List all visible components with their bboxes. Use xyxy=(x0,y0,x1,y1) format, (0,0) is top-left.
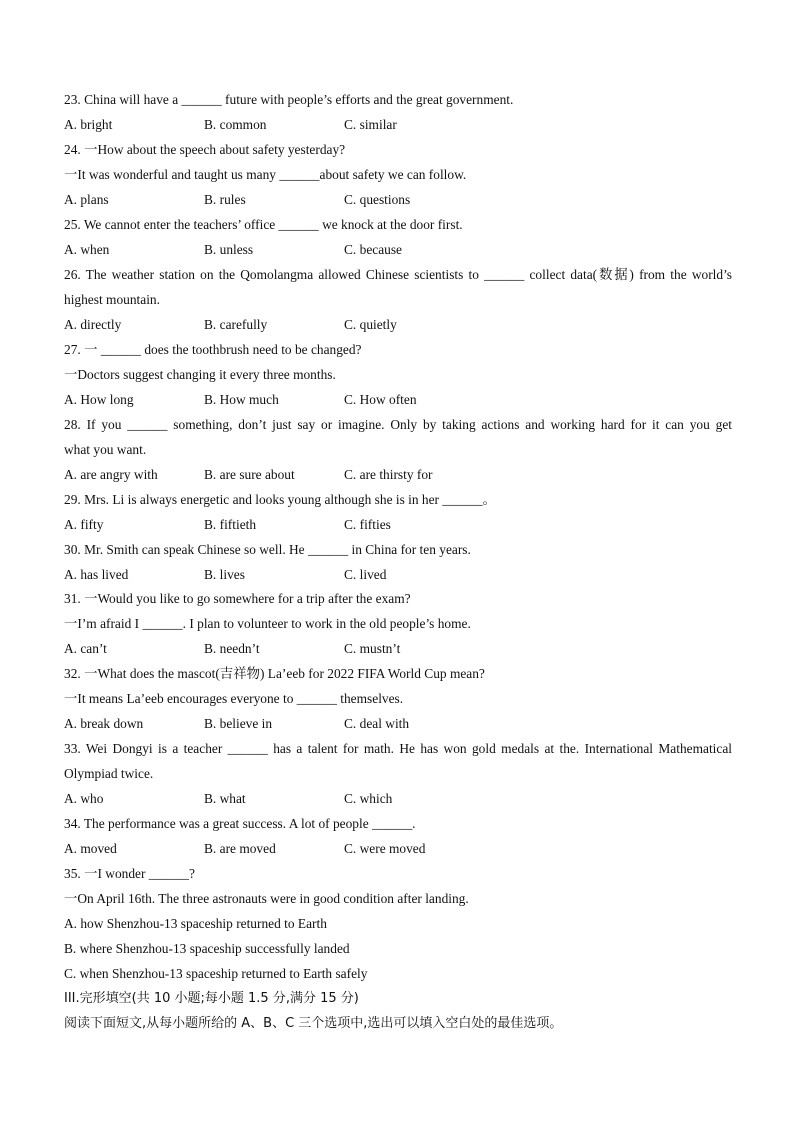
option-b: B. believe in xyxy=(204,716,273,731)
option-a: A. who xyxy=(64,791,104,806)
option-a: A. are angry with xyxy=(64,467,158,482)
question-32-answer-line: 一It means La’eeb encourages everyone to ______ themselves. xyxy=(64,691,404,706)
option-c: C. similar xyxy=(344,117,397,132)
option-a: A. How long xyxy=(64,392,134,407)
question-34-stem: 34. The performance was a great success. A lot of people ______. xyxy=(64,816,416,831)
option-a: A. moved xyxy=(64,841,117,856)
question-35-answer-line: 一On April 16th. The three astronauts were in good condition after landing. xyxy=(64,891,469,906)
question-28-stem: 28. If you ______ something, don’t just say or imagine. Only by taking actions and working hard for it can you get xyxy=(64,417,732,432)
option-c: C. deal with xyxy=(344,716,410,731)
question-24-answer-line: 一It was wonderful and taught us many ______about safety we can follow. xyxy=(64,167,467,182)
question-32-stem: 32. 一What does the mascot(吉祥物) La’eeb for 2022 FIFA World Cup mean? xyxy=(64,666,485,681)
question-25-options xyxy=(64,237,732,262)
option-b: B. are sure about xyxy=(204,467,295,482)
option-b: B. How much xyxy=(204,392,279,407)
option-a: A. has lived xyxy=(64,567,129,582)
option-b: B. carefully xyxy=(204,317,268,332)
question-23-options xyxy=(64,112,732,137)
question-34-options xyxy=(64,836,732,861)
option-a: A. when xyxy=(64,242,110,257)
question-28-stem-cont: what you want. xyxy=(64,442,147,457)
question-31-answer-line: 一I’m afraid I ______. I plan to volunteer to work in the old people’s home. xyxy=(64,616,471,631)
question-23-stem: 23. China will have a ______ future with people’s efforts and the great government. xyxy=(64,92,514,107)
option-a: A. bright xyxy=(64,117,113,132)
option-b: B. what xyxy=(204,791,246,806)
option-b: B. fiftieth xyxy=(204,517,257,532)
section-instruction: 阅读下面短文,从每小题所给的 A、B、C 三个选项中,选出可以填入空白处的最佳选项。 xyxy=(64,1016,563,1031)
option-a: A. directly xyxy=(64,317,122,332)
option-c: C. because xyxy=(344,242,403,257)
option-b: B. lives xyxy=(204,567,245,582)
question-35-option-a: A. how Shenzhou-13 spaceship returned to Earth xyxy=(64,916,327,931)
question-24-options xyxy=(64,187,732,212)
question-29-stem: 29. Mrs. Li is always energetic and looks young although she is in her ______。 xyxy=(64,492,496,507)
option-a: A. fifty xyxy=(64,517,104,532)
option-c: C. fifties xyxy=(344,517,391,532)
question-26-stem: 26. The weather station on the Qomolangma allowed Chinese scientists to ______ collect data(数据) from the world’s xyxy=(64,267,732,282)
question-27-answer-line: 一Doctors suggest changing it every three months. xyxy=(64,367,336,382)
option-c: C. mustn’t xyxy=(344,641,401,656)
question-32-options xyxy=(64,711,732,736)
question-31-stem: 31. 一Would you like to go somewhere for a trip after the exam? xyxy=(64,591,411,606)
question-27-options xyxy=(64,387,732,412)
option-b: B. are moved xyxy=(204,841,276,856)
option-a: A. can’t xyxy=(64,641,107,656)
option-a: A. break down xyxy=(64,716,144,731)
option-c: C. lived xyxy=(344,567,387,582)
question-35-option-b: B. where Shenzhou-13 spaceship successfully landed xyxy=(64,941,350,956)
option-c: C. questions xyxy=(344,192,411,207)
option-b: B. common xyxy=(204,117,267,132)
question-35-option-c: C. when Shenzhou-13 spaceship returned to Earth safely xyxy=(64,966,368,981)
option-c: C. are thirsty for xyxy=(344,467,433,482)
question-31-options xyxy=(64,636,732,661)
question-33-stem-cont: Olympiad twice. xyxy=(64,766,154,781)
question-26-stem-cont: highest mountain. xyxy=(64,292,160,307)
question-29-options xyxy=(64,512,732,537)
option-b: B. rules xyxy=(204,192,246,207)
option-b: B. unless xyxy=(204,242,254,257)
question-28-options xyxy=(64,462,732,487)
option-a: A. plans xyxy=(64,192,109,207)
question-30-options xyxy=(64,562,732,587)
question-25-stem: 25. We cannot enter the teachers’ office ______ we knock at the door first. xyxy=(64,217,463,232)
option-c: C. How often xyxy=(344,392,417,407)
option-b: B. needn’t xyxy=(204,641,260,656)
question-35-stem: 35. 一I wonder ______? xyxy=(64,866,195,881)
option-c: C. quietly xyxy=(344,317,397,332)
section-heading: III.完形填空(共 10 小题;每小题 1.5 分,满分 15 分) xyxy=(64,991,359,1006)
question-33-options xyxy=(64,786,732,811)
question-30-stem: 30. Mr. Smith can speak Chinese so well. He ______ in China for ten years. xyxy=(64,542,471,557)
question-27-stem: 27. 一 ______ does the toothbrush need to be changed? xyxy=(64,342,362,357)
question-26-options xyxy=(64,312,732,337)
option-c: C. which xyxy=(344,791,393,806)
question-33-stem: 33. Wei Dongyi is a teacher ______ has a talent for math. He has won gold medals at the. International Mathematical xyxy=(64,741,732,756)
question-24-stem: 24. 一How about the speech about safety yesterday? xyxy=(64,142,346,157)
option-c: C. were moved xyxy=(344,841,426,856)
